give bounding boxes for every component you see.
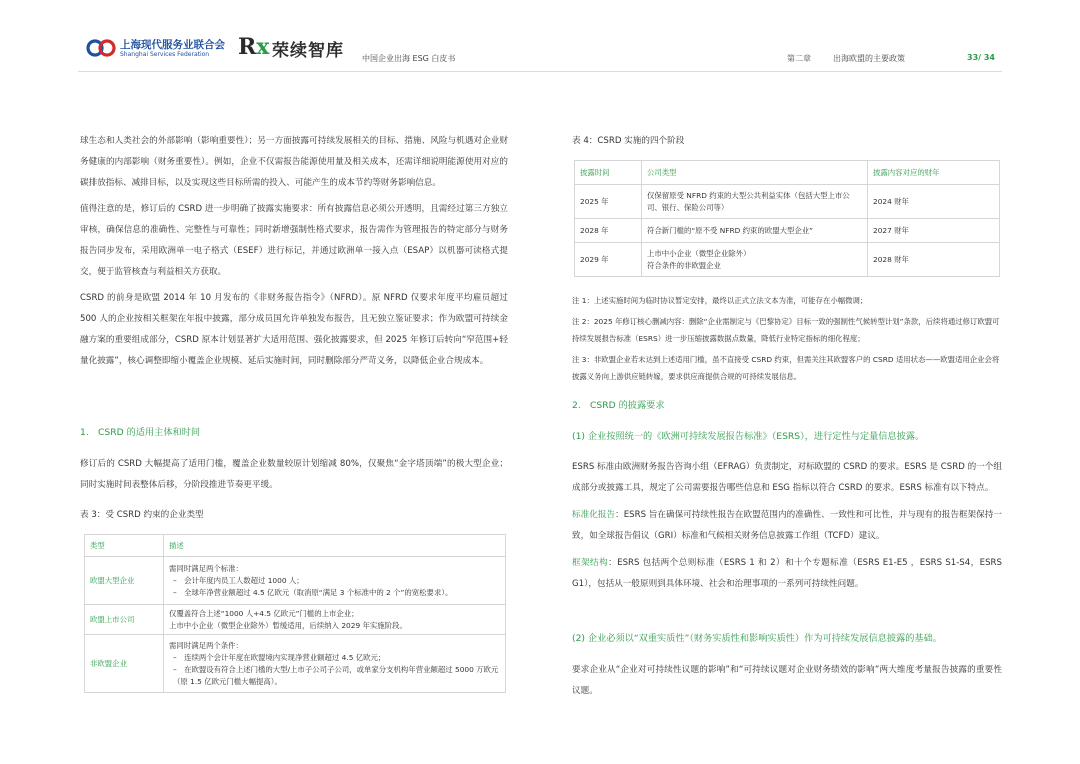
- table4-type-line: 符合新门槛的“原不受 NFRD 约束的欧盟大型企业”: [647, 225, 813, 235]
- table3-caption: 表 3：受 CSRD 约束的企业类型: [80, 510, 204, 520]
- table4-caption: 表 4：CSRD 实施的四个阶段: [572, 136, 685, 146]
- table3-desc-line: 需同时满足两个标准：: [169, 563, 243, 573]
- table3-desc: [164, 557, 506, 605]
- table3-desc-line: 需同时满足两个条件：: [169, 640, 243, 650]
- table4-type-line: 仅保留原受 NFRD 约束的大型公共利益实体（包括大型上市公: [647, 190, 850, 200]
- left-column: [80, 131, 508, 372]
- text-framework: ：ESRS 包括两个总则标准（ESRS 1 和 2）和十个专题标准（ESRS E1-E5 ，ESRS S1-S4，ESRS G1），包括从一般原则到具体环境、社会和治理事项的一系列可持续性问题。: [572, 558, 1002, 589]
- table3-type: 欧盟大型企业: [85, 557, 164, 605]
- table4-type: [642, 243, 868, 277]
- table4-time: 2029 年: [575, 243, 642, 277]
- table4-type: [642, 219, 868, 243]
- table3-desc: [164, 635, 506, 693]
- table3-header-desc: 描述: [164, 535, 506, 557]
- note-3: 注 3：非欧盟企业若未达到上述适用门槛，虽不直接受 CSRD 约束，但需关注其欧盟客户的 CSRD 适用状态——欧盟适用企业会将披露义务向上游供应链转嫁，要求供应商提供合规的可持续发展信息。: [572, 355, 1000, 381]
- table4-fy: 2028 财年: [868, 243, 1000, 277]
- rx-logo: [238, 34, 358, 62]
- table3-header-row: [85, 535, 506, 557]
- subheading-esrs: (1) 企业按照统一的《欧洲可持续发展报告标准》（ESRS），进行定性与定量信息披露。: [572, 431, 925, 442]
- table4-header-fy: 披露内容对应的财年: [868, 161, 1000, 185]
- table4-type: [642, 185, 868, 219]
- table3-header-type: 类型: [85, 535, 164, 557]
- paragraph-double-materiality: 要求企业从“企业对可持续性议题的影响”和“可持续议题对企业财务绩效的影响”两大维度考量报告披露的重要性议题。: [572, 665, 1002, 696]
- table3-desc-line: – 会计年度内员工人数超过 1000 人；: [173, 575, 304, 585]
- table3-type: 欧盟上市公司: [85, 605, 164, 635]
- table4-header-type: 公司类型: [642, 161, 868, 185]
- label-framework: 框架结构: [572, 558, 609, 568]
- paragraph-nfrd-history: CSRD 的前身是欧盟 2014 年 10 月发布的《非财务报告指令》（NFRD）。原 NFRD 仅要求年度平均雇员超过 500 人的企业按相关框架在年报中披露，部分成员国允许单独发布报告，且无独立鉴证要求；作为欧盟可持续金融方案的重要组成部分，CSRD 原本计划显著扩大适用范围、强化披露要求，但 2025 年修订后转向“窄范围+轻量化披露”，核心调整即缩小覆盖企业规模、延后实施时间，同时删除部分严苛义务，以降低企业合规成本。: [80, 293, 508, 366]
- chapter-title: 出海欧盟的主要政策: [833, 54, 905, 63]
- text-standardized: ：ESRS 旨在确保可持续性报告在欧盟范围内的准确性、一致性和可比性，并与现有的报告框架保持一致，如全球报告倡议（GRI）标准和气候相关财务信息披露工作组（TCFD）建议。: [572, 510, 1002, 541]
- table4-type-line: 司、银行、保险公司等）: [647, 202, 729, 212]
- note-1: 注 1：上述实施时间为临时协议暂定安排，最终以正式立法文本为准，可能存在小幅微调；: [572, 296, 868, 305]
- table-csrd-company-types: [84, 534, 506, 693]
- label-standardized: 标准化报告: [572, 510, 616, 520]
- note-2: 注 2：2025 年修订核心删减内容：删除“企业需制定与《巴黎协定》目标一致的强制性气候转型计划”条款，后续将通过修订欧盟可持续发展报告标准（ESRS）进一步压缩披露数据点数量，降低行业特定指标的细化程度；: [572, 317, 1000, 343]
- table4-header-row: [575, 161, 1000, 185]
- chapter-label: 第二章: [787, 54, 811, 63]
- table-row: [85, 557, 506, 605]
- paragraph-disclosure-requirements: 值得注意的是，修订后的 CSRD 进一步明确了披露实施要求：所有披露信息必须公开透明，且需经过第三方独立审核，确保信息的准确性、完整性与可靠性；同时新增强制性格式要求，报告需作为管理报告的特定部分与财务报告同步发布，采用欧洲单一电子格式（ESEF）进行标记，并通过欧洲单一接入点（ESAP）以机器可读格式提交，便于监管核查与利益相关方获取。: [80, 204, 508, 277]
- table4-time: 2028 年: [575, 219, 642, 243]
- paragraph-esrs: ESRS 标准由欧洲财务报告咨询小组（EFRAG）负责制定，对标欧盟的 CSRD 的要求。ESRS 是 CSRD 的一个组成部分或披露工具，规定了公司需要报告哪些信息和 ESG 指标以符合 CSRD 的要求。ESRS 标准有以下特点。: [572, 462, 1002, 493]
- table-row: [85, 635, 506, 693]
- section-heading-disclosure: 2. CSRD 的披露要求: [572, 400, 665, 411]
- ssf-logo-icon: [86, 36, 116, 60]
- ssf-logo-en: Shanghai Services Federation: [120, 51, 210, 58]
- table-row: [575, 243, 1000, 277]
- ssf-logo-cn: 上海现代服务业联合会: [120, 39, 225, 51]
- table-row: [85, 605, 506, 635]
- paragraph-impact: 球生态和人类社会的外部影响（影响重要性）；另一方面披露可持续发展相关的目标、措施、风险与机遇对企业财务健康的内部影响（财务重要性）。例如，企业不仅需报告能源使用量及相关成本，还需详细说明能源使用对应的碳排放指标、减排目标，以及实现这些目标所需的投入、可能产生的成本节约等财务影响信息。: [80, 136, 508, 188]
- paragraph-standardized: [572, 505, 1002, 547]
- page-number: 33/ 34: [967, 53, 995, 62]
- table3-type: 非欧盟企业: [85, 635, 164, 693]
- table4-fy: 2027 财年: [868, 219, 1000, 243]
- page-header: [0, 0, 1080, 80]
- table-row: [575, 185, 1000, 219]
- table3-desc-line: – 全球年净营业额超过 4.5 亿欧元（取消原“满足 3 个标准中的 2 个”的宽松要求）。: [173, 587, 453, 597]
- table3-desc-line: – 在欧盟设有符合上述门槛的大型/上市子公司子公司，或单家分支机构年营业额超过 5000 万欧元（原 1.5 亿欧元门槛大幅提高）。: [173, 664, 499, 686]
- table4-time: 2025 年: [575, 185, 642, 219]
- table4-header-time: 披露时间: [575, 161, 642, 185]
- paragraph-scope: 修订后的 CSRD 大幅提高了适用门槛，覆盖企业数量较原计划缩减 80%，仅聚焦“金字塔顶端”的极大型企业；同时实施时间表整体后移，分阶段推进节奏更平缓。: [80, 459, 508, 490]
- paragraph-framework: [572, 553, 1002, 595]
- table3-desc-line: 仅覆盖符合上述“1000 人+4.5 亿欧元”门槛的上市企业；: [169, 608, 359, 618]
- table3-desc-line: 上市中小企业（微型企业除外）暂缓适用，后续纳入 2029 年实施阶段。: [169, 620, 407, 630]
- rx-logo-icon: Rx: [238, 34, 270, 60]
- table-row: [575, 219, 1000, 243]
- ssf-logo: [86, 36, 226, 62]
- table4-type-line: 上市中小企业（微型企业除外）: [647, 248, 751, 258]
- table-csrd-phases: [574, 160, 1000, 277]
- right-body: [572, 457, 1002, 595]
- notes-block: [572, 292, 1002, 385]
- table4-type-line: 符合条件的非欧盟企业: [647, 260, 721, 270]
- document-subtitle: 中国企业出海 ESG 白皮书: [362, 54, 456, 63]
- table3-desc-line: – 连续两个会计年度在欧盟境内实现净营业额超过 4.5 亿欧元；: [173, 652, 386, 662]
- rx-logo-name: 荣续智库: [272, 41, 344, 61]
- section-heading-scope: 1. CSRD 的适用主体和时间: [80, 427, 201, 438]
- subheading-double-materiality: (2) 企业必须以“双重实质性”（财务实质性和影响实质性）作为可持续发展信息披露的基础。: [572, 633, 942, 644]
- table4-fy: 2024 财年: [868, 185, 1000, 219]
- table3-desc: [164, 605, 506, 635]
- header-divider: [78, 71, 1002, 72]
